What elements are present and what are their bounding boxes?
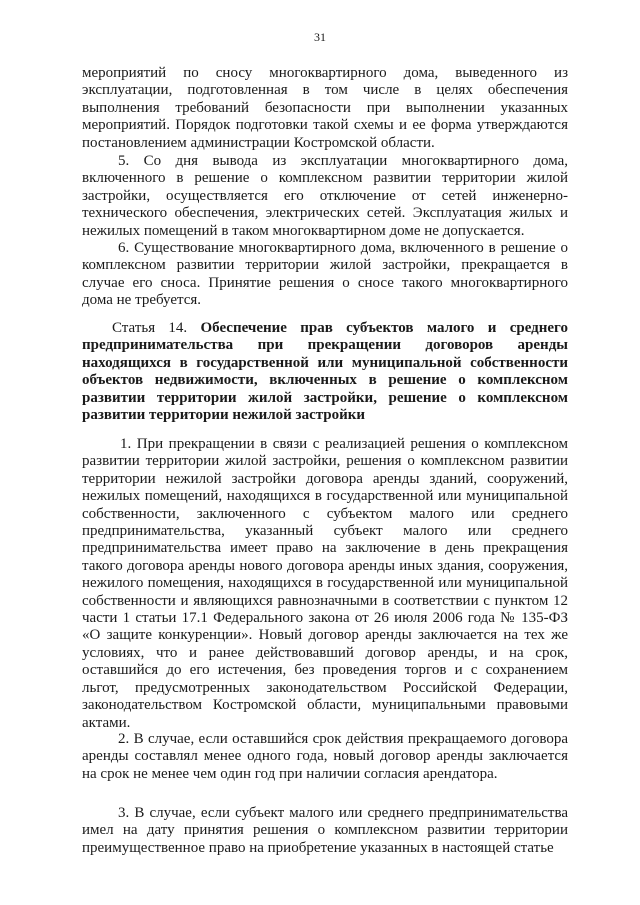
paragraph-5	[82, 153, 568, 240]
paragraph-continuation	[82, 65, 568, 152]
paragraph-text: 6. Существование многоквартирного дома, включенного в решение о комплексном развитии территории жилой застройки, прекращается в случае его сноса. Принятие решения о сносе такого многоквартирного дома не требуется.	[82, 240, 568, 309]
article-item-3	[82, 805, 568, 857]
article-item-1	[82, 436, 568, 732]
article-item-2	[82, 731, 568, 783]
article-title: Обеспечение прав субъектов малого и среднего предпринимательства при прекращении договоров аренды находящихся в государственной или муниципальной собственности объектов недвижимости, включенных в решение о комплексном развитии территории жилой застройки, решение о комплексном развитии территории нежилой застройки	[82, 320, 568, 424]
article-14-heading	[82, 320, 568, 424]
paragraph-text: 2. В случае, если оставшийся срок действия прекращаемого договора аренды составлял менее одного года, новый договор аренды заключается на срок не менее чем один год при наличии согласия арендатора.	[82, 731, 568, 782]
paragraph-6	[82, 240, 568, 310]
paragraph-text: 3. В случае, если субъект малого или среднего предпринимательства имел на дату принятия решения о комплексном развитии территории преимущественное право на приобретение указанных в настоящей статье	[82, 805, 568, 856]
page-number: 31	[314, 30, 326, 44]
paragraph-text: 5. Со дня вывода из эксплуатации многоквартирного дома, включенного в решение о комплексном развитии территории жилой застройки, осуществляется его отключение от сетей инженерно-технического обеспечения, электрических сетей. Эксплуатация жилых и нежилых помещений в таком многоквартирном доме не допускается.	[82, 153, 568, 239]
paragraph-text: 1. При прекращении в связи с реализацией решения о комплексном развитии территории жилой застройки, решения о комплексном развитии территории нежилой застройки договора аренды зданий, сооружений, нежилых помещений, находящихся в государственной или муниципальной собственности, заключенного с субъектом малого или среднего предпринимательства, указанный субъект малого или среднего предпринимательства имеет право на заключение в день прекращения такого договора аренды нового договора аренды иных здания, сооружения, нежилого помещения, находящихся в государственной или муниципальной собственности и являющихся равнозначными в соответствии с пунктом 12 части 1 статьи 17.1 Федерального закона от 26 июля 2006 года № 135-ФЗ «О защите конкуренции». Новый договор аренды заключается на тех же условиях, что и ранее действовавший договор аренды, и на срок, оставшийся до его истечения, без проведения торгов и с сохранением льгот, предусмотренных законодательством Российской Федерации, законодательством Костромской области, муниципальными правовыми актами.	[82, 436, 568, 731]
article-number: Статья 14.	[112, 320, 201, 336]
paragraph-text: мероприятий по сносу многоквартирного дома, выведенного из эксплуатации, подготовленная в том числе в целях обеспечения выполнения требований безопасности при выполнении указанных мероприятий. Порядок подготовки такой схемы и ее форма утверждаются постановлением администрации Костромской области.	[82, 65, 568, 151]
